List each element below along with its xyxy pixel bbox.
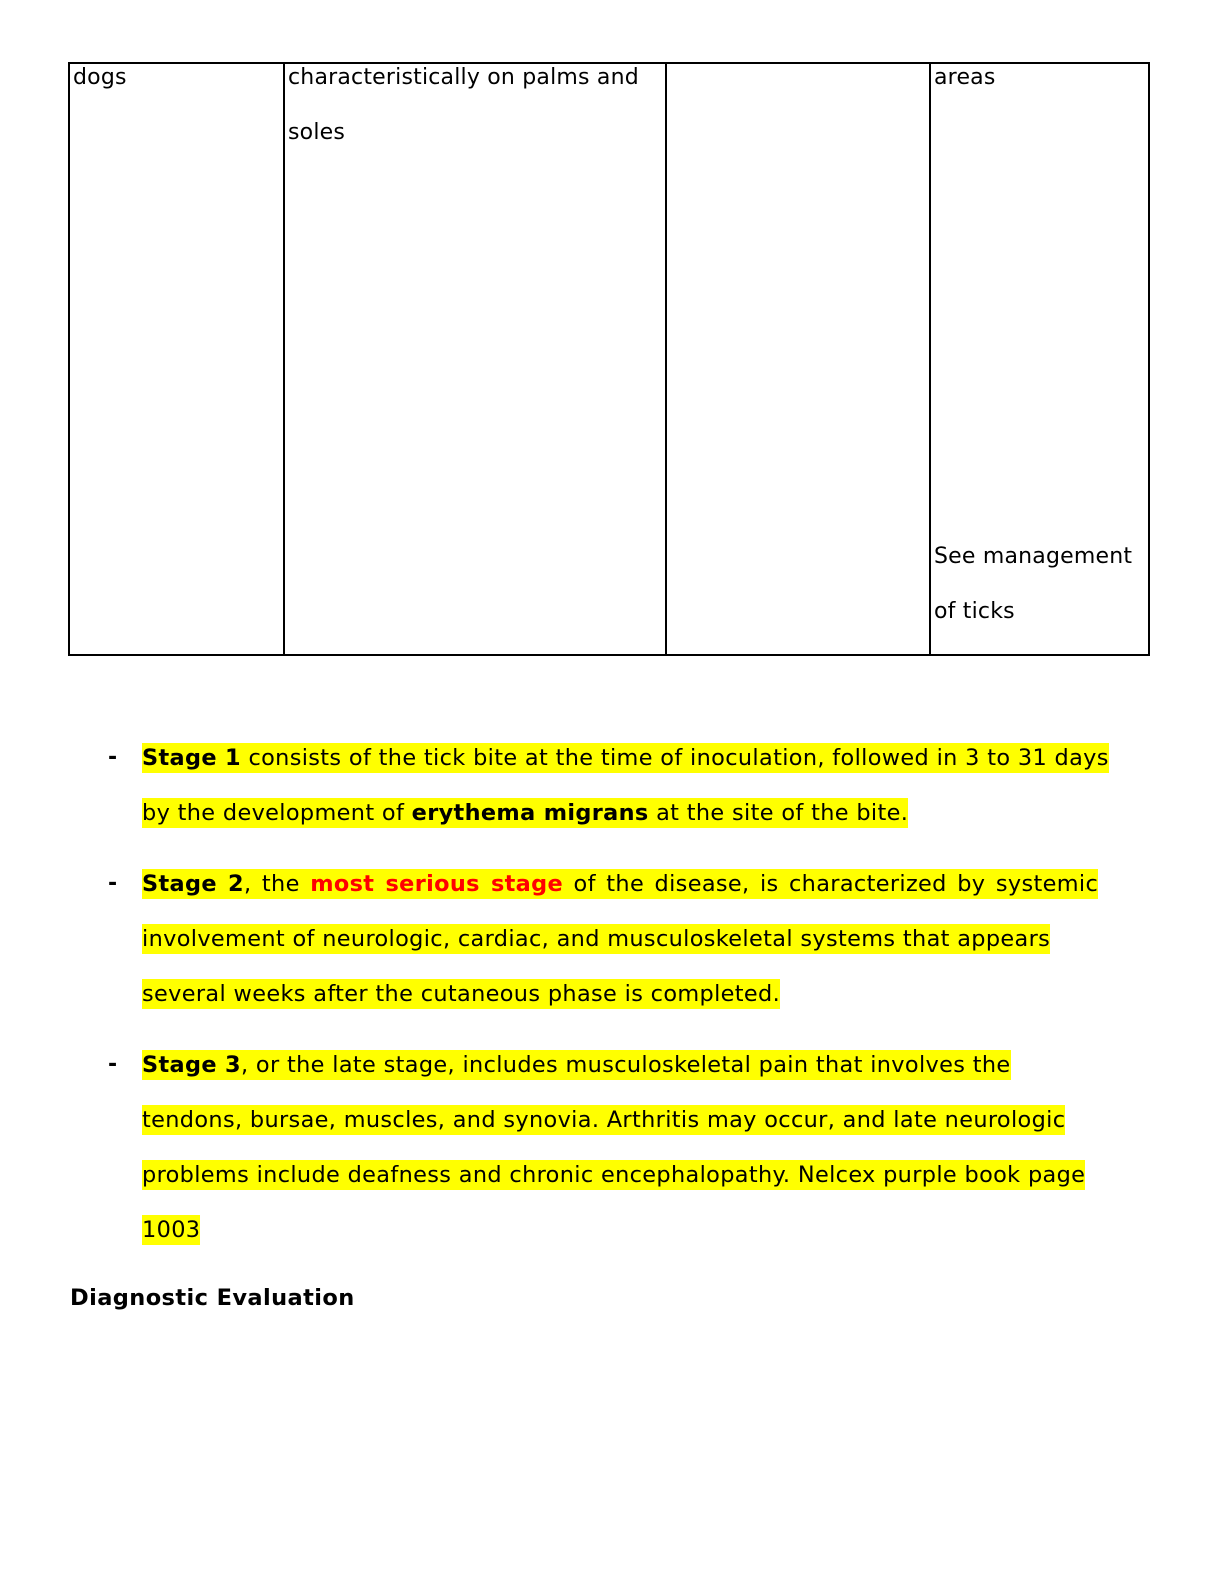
term-erythema-migrans: erythema migrans <box>411 800 649 826</box>
bullet-text: 1003 <box>142 1217 201 1243</box>
table-cell-col1 <box>69 63 284 655</box>
cell-text: soles <box>288 120 346 145</box>
bullet-text-line <box>142 924 1050 954</box>
section-heading: Diagnostic Evaluation <box>70 1285 355 1311</box>
bullet-text: problems include deafness and chronic encephalopathy. Nelcex purple book page <box>142 1162 1086 1188</box>
bullet-text: by the development of <box>142 800 412 826</box>
bullet-text: involvement of neurologic, cardiac, and musculoskeletal systems that appears <box>142 926 1051 952</box>
cell-text: See management <box>934 544 1133 569</box>
cell-text: areas <box>934 65 996 90</box>
bullet-text: at the site of the bite. <box>648 800 909 826</box>
table-cell-col2 <box>284 63 666 655</box>
table-cell-col3 <box>666 63 930 655</box>
bullet-text-line <box>142 1215 200 1245</box>
bullet-text: of the disease, is characterized by systemic <box>563 871 1099 897</box>
bullet-text-line <box>142 979 780 1009</box>
bullet-text-line <box>142 1050 1011 1080</box>
bullet-dash: - <box>108 1052 118 1077</box>
bullet-text: several weeks after the cutaneous phase is completed. <box>142 981 781 1007</box>
bullet-text-line <box>142 743 1109 773</box>
bullet-text-line <box>142 1160 1085 1190</box>
bullet-text-line <box>142 798 908 828</box>
bullet-text: , the <box>243 871 311 897</box>
stage-label: Stage 3 <box>142 1052 241 1078</box>
bullet-text: , or the late stage, includes musculoskeletal pain that involves the <box>240 1052 1011 1078</box>
table-row <box>69 63 1149 655</box>
clinical-table <box>68 62 1150 656</box>
bullet-text-line <box>142 869 1098 899</box>
stage-label: Stage 2 <box>142 871 244 897</box>
emphasis-most-serious: most serious stage <box>310 871 564 897</box>
stage-label: Stage 1 <box>142 745 241 771</box>
bullet-text-line <box>142 1105 1065 1135</box>
cell-text: of ticks <box>934 599 1015 624</box>
cell-text: characteristically on palms and <box>288 65 639 90</box>
bullet-text: tendons, bursae, muscles, and synovia. Arthritis may occur, and late neurologic <box>142 1107 1066 1133</box>
bullet-dash: - <box>108 745 118 770</box>
table-cell-col4 <box>930 63 1149 655</box>
cell-text: dogs <box>73 65 127 90</box>
bullet-text: consists of the tick bite at the time of inoculation, followed in 3 to 31 days <box>240 745 1109 771</box>
bullet-dash: - <box>108 871 118 896</box>
